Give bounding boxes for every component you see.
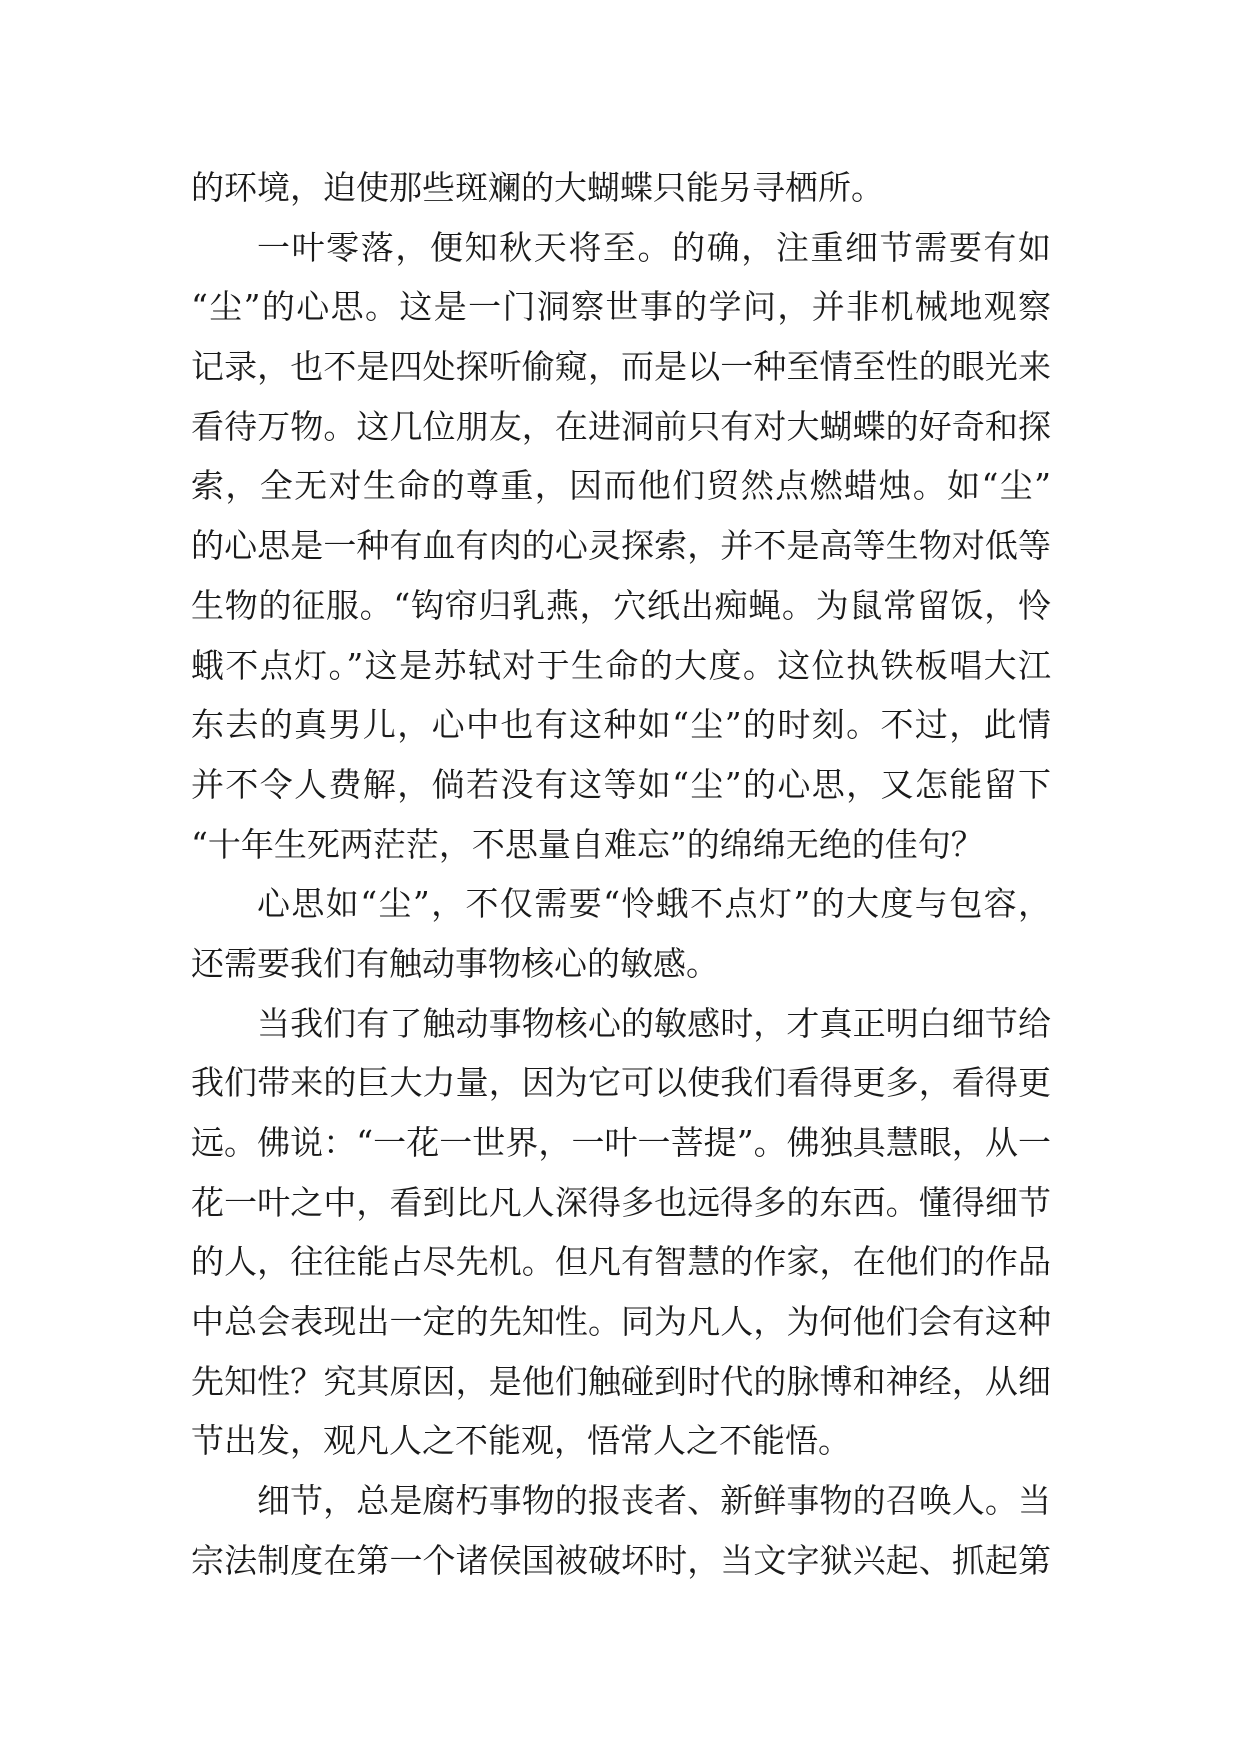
text-line: “尘”的心思。这是一门洞察世事的学问，并非机械地观察 bbox=[191, 287, 1051, 327]
text-line: 的心思是一种有血有肉的心灵探索，并不是高等生物对低等 bbox=[191, 526, 1051, 566]
text-line: 的人，往往能占尽先机。但凡有智慧的作家，在他们的作品 bbox=[191, 1242, 1051, 1282]
text-line: 先知性？究其原因，是他们触碰到时代的脉博和神经，从细 bbox=[191, 1361, 1051, 1401]
text-line: “十年生死两茫茫，不思量自难忘”的绵绵无绝的佳句？ bbox=[191, 824, 984, 864]
text-line: 心思如“尘”，不仅需要“怜蛾不点灯”的大度与包容， bbox=[257, 884, 1051, 924]
text-line: 索，全无对生命的尊重，因而他们贸然点燃蜡烛。如“尘” bbox=[191, 466, 1051, 506]
text-line: 的环境，迫使那些斑斓的大蝴蝶只能另寻栖所。 bbox=[191, 168, 884, 207]
text-line: 节出发，观凡人之不能观，悟常人之不能悟。 bbox=[191, 1421, 851, 1461]
text-line: 一叶零落，便知秋天将至。的确，注重细节需要有如 bbox=[257, 227, 1051, 267]
text-line: 远。佛说：“一花一世界，一叶一菩提”。佛独具慧眼，从一 bbox=[191, 1123, 1051, 1162]
text-line: 我们带来的巨大力量，因为它可以使我们看得更多，看得更 bbox=[191, 1063, 1051, 1103]
text-line: 还需要我们有触动事物核心的敏感。 bbox=[191, 943, 719, 983]
essay-body bbox=[191, 158, 1051, 1591]
text-line: 并不令人费解，倘若没有这等如“尘”的心思，又怎能留下 bbox=[191, 764, 1051, 804]
text-line: 蛾不点灯。”这是苏轼对于生命的大度。这位执铁板唱大江 bbox=[191, 645, 1051, 685]
text-line: 生物的征服。“钩帘归乳燕，穴纸出痴蝇。为鼠常留饭，怜 bbox=[191, 585, 1051, 625]
text-line: 宗法制度在第一个诸侯国被破坏时，当文字狱兴起、抓起第 bbox=[191, 1540, 1051, 1580]
text-line: 花一叶之中，看到比凡人深得多也远得多的东西。懂得细节 bbox=[191, 1182, 1051, 1222]
text-line: 当我们有了触动事物核心的敏感时，才真正明白细节给 bbox=[257, 1003, 1051, 1043]
text-line: 细节，总是腐朽事物的报丧者、新鲜事物的召唤人。当 bbox=[257, 1481, 1051, 1521]
text-line: 看待万物。这几位朋友，在进洞前只有对大蝴蝶的好奇和探 bbox=[191, 406, 1051, 446]
text-line: 东去的真男儿，心中也有这种如“尘”的时刻。不过，此情 bbox=[191, 705, 1051, 745]
text-line: 中总会表现出一定的先知性。同为凡人，为何他们会有这种 bbox=[191, 1302, 1051, 1342]
text-line: 记录，也不是四处探听偷窥，而是以一种至情至性的眼光来 bbox=[191, 347, 1051, 387]
